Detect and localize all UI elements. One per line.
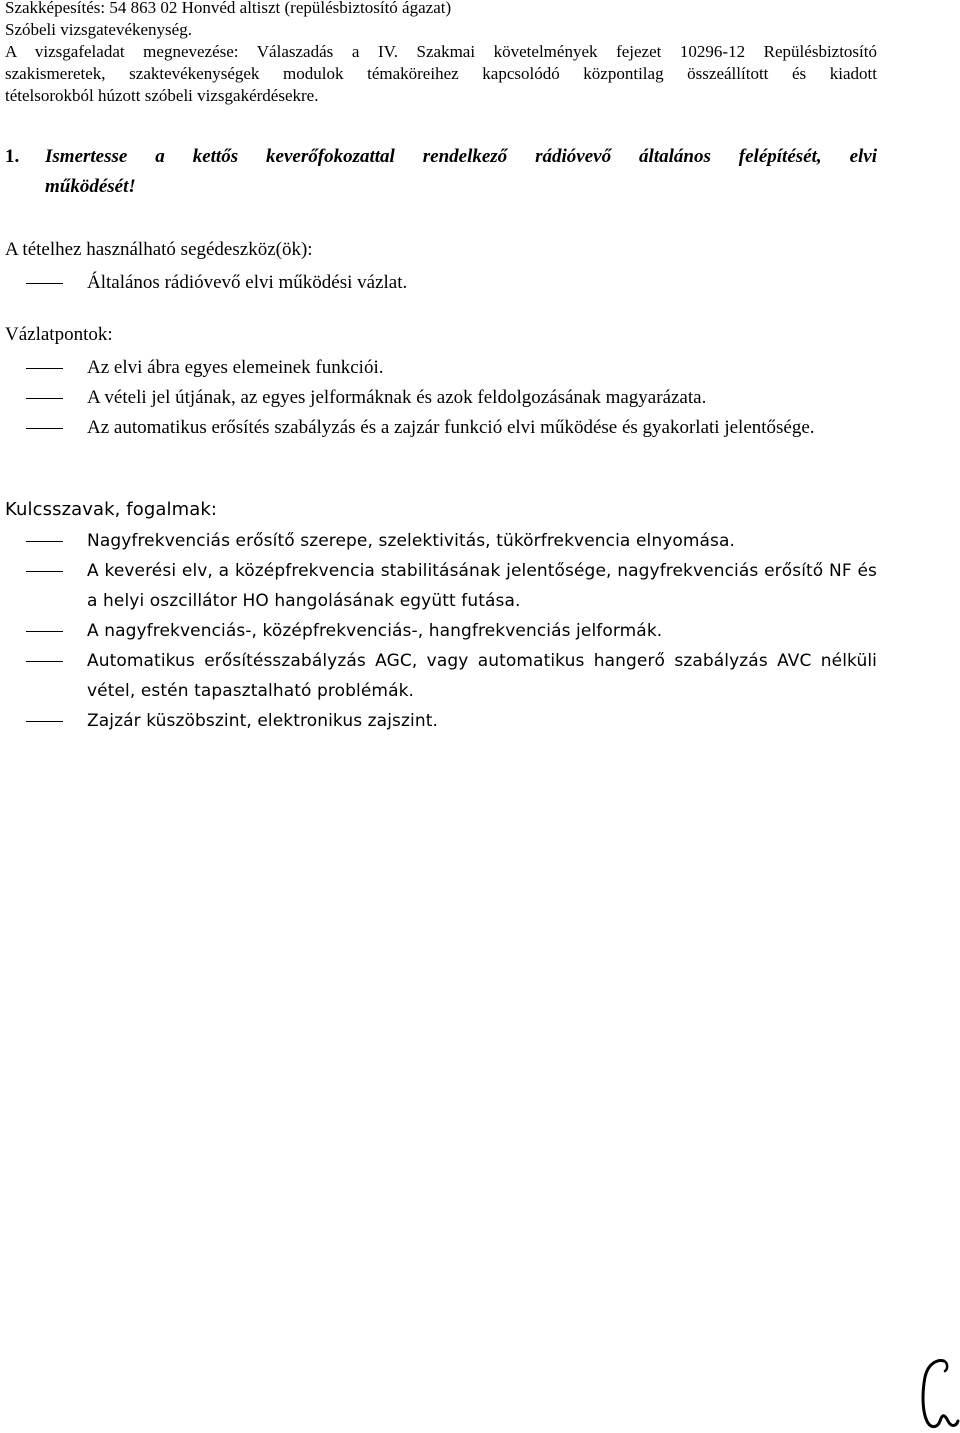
dash-bullet-icon	[26, 721, 63, 722]
outline-heading: Vázlatpontok:	[5, 324, 113, 345]
tools-list	[0, 268, 877, 298]
dash-bullet-icon	[26, 571, 63, 572]
dash-bullet-icon	[26, 283, 63, 284]
header-task-name-line3: tételsorokból húzott szóbeli vizsgakérdésekre.	[5, 86, 319, 105]
question-text-1: Ismertesse a kettős keverőfokozattal rendelkező rádióvevő általános felépítését, elvi	[45, 146, 877, 167]
dash-bullet-icon	[26, 398, 63, 399]
keywords-list	[0, 526, 877, 736]
header-qualification: Szakképesítés: 54 863 02 Honvéd altiszt (repülésbiztosító ágazat)	[5, 0, 452, 17]
dash-bullet-icon	[26, 631, 63, 632]
list-item: Zajzár küszöbszint, elektronikus zajszint.	[0, 706, 877, 736]
list-item: A nagyfrekvenciás-, középfrekvenciás-, hangfrekvenciás jelformák.	[0, 616, 877, 646]
list-item: Nagyfrekvenciás erősítő szerepe, szelektivitás, tükörfrekvencia elnyomása.	[0, 526, 877, 556]
header-exam-activity: Szóbeli vizsgatevékenység.	[5, 20, 192, 39]
header-task-name-line2: szakismeretek, szaktevékenységek modulok témaköreihez kapcsolódó központilag összeállított és kiadott	[5, 64, 877, 83]
tools-heading: A tételhez használható segédeszköz(ök):	[5, 239, 313, 260]
signature-mark	[918, 1355, 960, 1433]
question-number: 1.	[5, 146, 20, 167]
keywords-heading: Kulcsszavak, fogalmak:	[5, 499, 218, 520]
question-text-2: működését!	[45, 176, 136, 197]
outline-list	[0, 353, 877, 443]
list-item: Automatikus erősítésszabályzás AGC, vagy automatikus hangerő szabályzás AVC nélküli vétel, estén tapasztalható problémák.	[0, 646, 877, 706]
dash-bullet-icon	[26, 368, 63, 369]
list-item: Az elvi ábra egyes elemeinek funkciói.	[0, 353, 877, 383]
header-task-name-line1: A vizsgafeladat megnevezése: Válaszadás a IV. Szakmai követelmények fejezet 10296-12 Repülésbiztosító	[5, 42, 877, 61]
dash-bullet-icon	[26, 541, 63, 542]
dash-bullet-icon	[26, 661, 63, 662]
exam-question	[5, 142, 877, 202]
dash-bullet-icon	[26, 428, 63, 429]
list-item: Az automatikus erősítés szabályzás és a zajzár funkció elvi működése és gyakorlati jelentősége.	[0, 413, 877, 443]
question-line-1	[5, 142, 877, 172]
list-item: Általános rádióvevő elvi működési vázlat.	[0, 268, 877, 298]
list-item: A keverési elv, a középfrekvencia stabilitásának jelentősége, nagyfrekvenciás erősítő NF és a helyi oszcillátor HO hangolásának együtt futása.	[0, 556, 877, 616]
list-item: A vételi jel útjának, az egyes jelformáknak és azok feldolgozásának magyarázata.	[0, 383, 877, 413]
document-header	[5, 0, 877, 107]
